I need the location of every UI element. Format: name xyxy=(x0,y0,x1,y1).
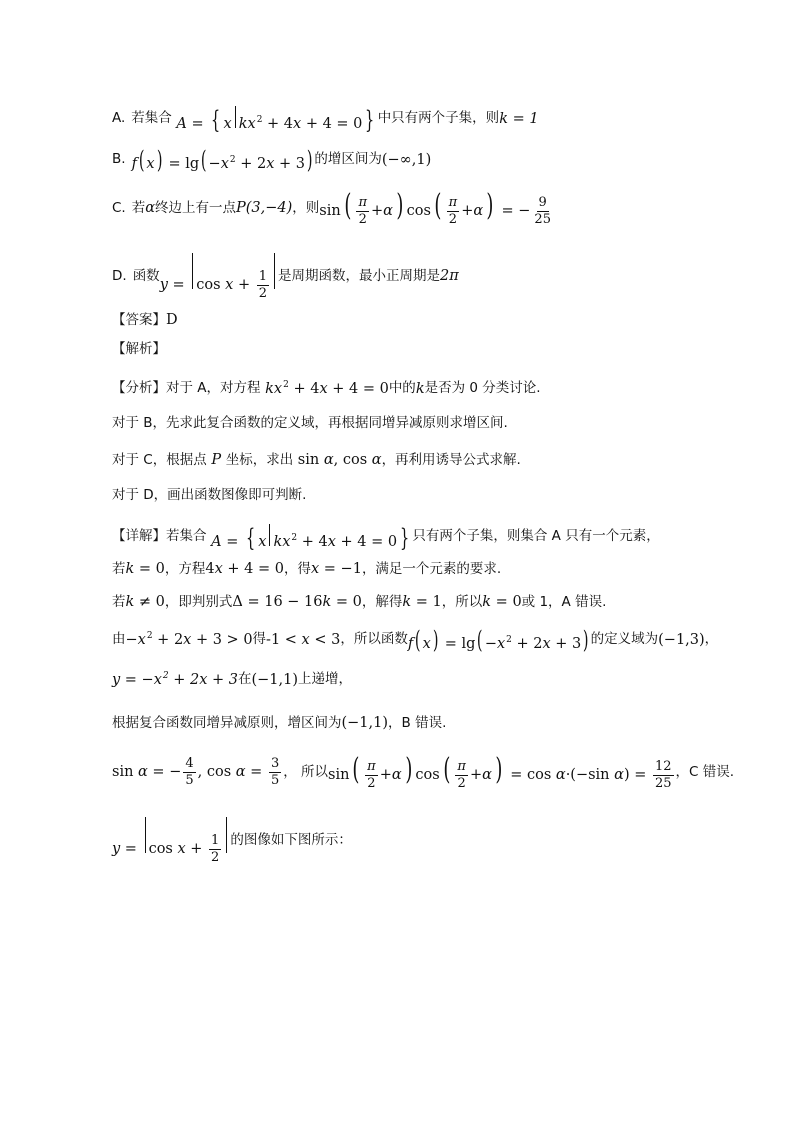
option-b xyxy=(112,148,431,172)
detail-text-1: 若集合 xyxy=(166,528,207,545)
case2-text-5: 或 1，A 错误. xyxy=(521,593,607,610)
option-c-result-num: 9 xyxy=(538,194,547,210)
trig-res-num: 12 xyxy=(654,758,672,774)
option-c-label: C. xyxy=(112,199,126,216)
analysis-tag-line xyxy=(112,343,166,357)
option-b-text-1: 的增区间为 xyxy=(314,151,382,168)
domain-text-2: 得 xyxy=(252,631,267,648)
cos-num: 3 xyxy=(270,756,280,772)
rule-line xyxy=(112,716,446,731)
sin-num: 4 xyxy=(185,756,194,772)
analysis-d-line xyxy=(112,489,306,503)
trig-text-1: ， 所以 xyxy=(283,763,329,780)
analysis-c-line xyxy=(112,453,521,468)
trig-values: sin α = − $\frac{4}{5}$ , cos α = $\frac{3}{5}$ xyxy=(112,756,280,789)
option-a-conclusion: k = 1 xyxy=(499,110,539,127)
domain-text-4: 的定义域为 xyxy=(590,631,659,648)
analysis-c-text-2: 坐标，求出 xyxy=(225,451,294,468)
analysis-b-line xyxy=(112,417,508,431)
detail-set-expression: A = { x $kx^2 + 4x + 4 = 0$ } xyxy=(211,524,410,552)
case1-equation: 4x + 4 = 0 xyxy=(205,561,284,577)
case2-text-1: 若 xyxy=(112,593,126,610)
option-a-text-2: 中只有两个子集，则 xyxy=(377,110,500,127)
option-c xyxy=(112,188,555,227)
detail-tag: 【详解】 xyxy=(112,528,166,545)
rule-text-1: 根据复合函数同增异减原则，增区间为 xyxy=(112,714,342,731)
analysis-c-text-1: 对于 C，根据点 xyxy=(112,451,207,468)
analysis-tag: 【解析】 xyxy=(112,341,166,357)
domain-text-1: 由 xyxy=(112,631,126,648)
detail-line xyxy=(112,524,660,550)
domain-line: 由 $-x^2 + 2x + 3 > 0$ 得 -1 < x < 3 ，所以函数 f( $x) = \lg( -x^2 + 2x + 3)$ 的定义域为 (−1,3) ， xyxy=(112,626,719,654)
case2-line xyxy=(112,595,606,610)
domain-text-3: ，所以函数 xyxy=(340,631,408,648)
sin-den: 5 xyxy=(185,773,194,789)
option-b-interval: (−∞,1) xyxy=(381,151,432,168)
domain-inequality: $-x^2 + 2x + 3 > 0$ xyxy=(125,631,253,649)
alpha-symbol: α xyxy=(145,200,156,217)
case1-condition: k = 0 xyxy=(125,561,165,577)
option-c-text-2: 终边上有一点 xyxy=(155,199,237,216)
option-d-function: y = cos x + $\frac{1}{2}$ xyxy=(160,253,278,300)
option-d-label: D. xyxy=(112,267,127,284)
case2-text-3: ，解得 xyxy=(361,593,403,610)
analysis-c-point: P xyxy=(206,452,226,468)
option-c-text-3: ，则 xyxy=(292,199,320,216)
trig-text-2: ，C 错误. xyxy=(675,763,735,780)
option-d-text-1: 函数 xyxy=(132,267,160,284)
option-d xyxy=(112,253,459,300)
increasing-interval: (−1,1) xyxy=(251,671,299,688)
domain-interval: (−1,3) xyxy=(658,631,705,648)
graph-text-1: 的图像如下图所示： xyxy=(230,831,352,848)
option-b-label: B. xyxy=(112,151,126,168)
analysis-c-text-3: ，再利用诱导公式求解. xyxy=(381,451,521,468)
option-d-text-2: 是周期函数，最小正周期是 xyxy=(278,267,441,284)
graph-function: y = cos x + $\frac{1}{2}$ xyxy=(112,817,230,864)
case1-text-1: 若 xyxy=(112,560,126,577)
analysis-b-text: 对于 B，先求此复合函数的定义域，再根据同增异减原则求增区间. xyxy=(112,415,508,431)
increasing-text-2: 上递增， xyxy=(298,671,353,687)
case1-solution: x = −1 xyxy=(311,561,362,577)
set-a-expression: A = { x $kx^2 + 4x + 4 = 0$ } xyxy=(176,106,375,134)
case1-text-2: ，方程 xyxy=(164,560,206,577)
trig-res-den: 25 xyxy=(654,775,672,791)
option-d-period: 2π xyxy=(440,268,459,285)
function-f-expression: f( $x) = \lg( -x^2 + 2x + 3)$ xyxy=(131,146,313,174)
answer-tag: 【答案】 xyxy=(112,311,166,328)
case1-text-3: ，得 xyxy=(284,560,311,577)
analysis-d-text: 对于 D，画出函数图像即可判断. xyxy=(112,487,307,503)
increasing-text-1: 在 xyxy=(238,671,252,687)
detail-text-2: 只有两个子集，则集合 A 只有一个元素， xyxy=(412,528,660,545)
fenxi-k: k xyxy=(415,380,425,397)
trig-line xyxy=(112,752,735,791)
answer-line xyxy=(112,313,178,328)
case2-condition: k ≠ 0 xyxy=(125,594,165,610)
fenxi-text-1: 对于 A，对方程 xyxy=(166,380,261,396)
option-a-label: A. xyxy=(112,110,126,127)
option-c-text-1: 若 xyxy=(131,199,146,216)
case1-text-4: ，满足一个元素的要求. xyxy=(361,560,502,577)
domain-function: f( $x) = \lg( -x^2 + 2x + 3)$ xyxy=(407,626,589,654)
option-a xyxy=(112,106,539,132)
case1-line xyxy=(112,562,501,577)
option-c-result-den: 25 xyxy=(534,211,551,227)
option-c-point: P(3,−4) xyxy=(236,200,293,217)
trig-result-expression: sin ( $\frac{\pi}{2}$ +α ) cos ( $\frac{\pi}{2}$ +α ) = cos α·(−sin α) = $\frac{12}{25}$ xyxy=(328,752,672,791)
case2-discriminant: Δ = 16 − 16k = 0 xyxy=(232,594,362,610)
rule-text-2: ，B 错误. xyxy=(388,714,447,731)
domain-range: -1 < x < 3 xyxy=(266,631,341,648)
answer-value: D xyxy=(166,312,178,328)
graph-line xyxy=(112,817,352,864)
fenxi-tag: 【分析】 xyxy=(112,380,166,396)
case2-k-zero: k = 0 xyxy=(482,594,522,610)
increasing-line xyxy=(112,672,352,688)
fenxi-line xyxy=(112,381,541,397)
fenxi-text-2: 中的 xyxy=(388,380,416,396)
rule-interval: (−1,1) xyxy=(341,715,389,731)
case2-text-4: ，所以 xyxy=(441,593,483,610)
fenxi-equation: $kx^2 + 4x + 4 = 0$ xyxy=(265,380,389,397)
quadratic-expression: $y = -x^2 + 2x + 3$ xyxy=(112,671,238,688)
option-a-text-1: 若集合 xyxy=(131,110,172,127)
fenxi-text-3: 是否为 0 分类讨论. xyxy=(424,380,541,396)
analysis-c-trig: sin α, cos α xyxy=(293,452,382,468)
cos-den: 5 xyxy=(270,773,280,789)
case2-solution: k = 1 xyxy=(402,594,442,610)
option-c-trig-expression: sin ( $\frac{\pi}{2}$ +α ) cos ( $\frac{\pi}{2}$ +α ) = − $\frac{9}{25}$ xyxy=(319,188,551,227)
case2-text-2: ，即判别式 xyxy=(164,593,233,610)
